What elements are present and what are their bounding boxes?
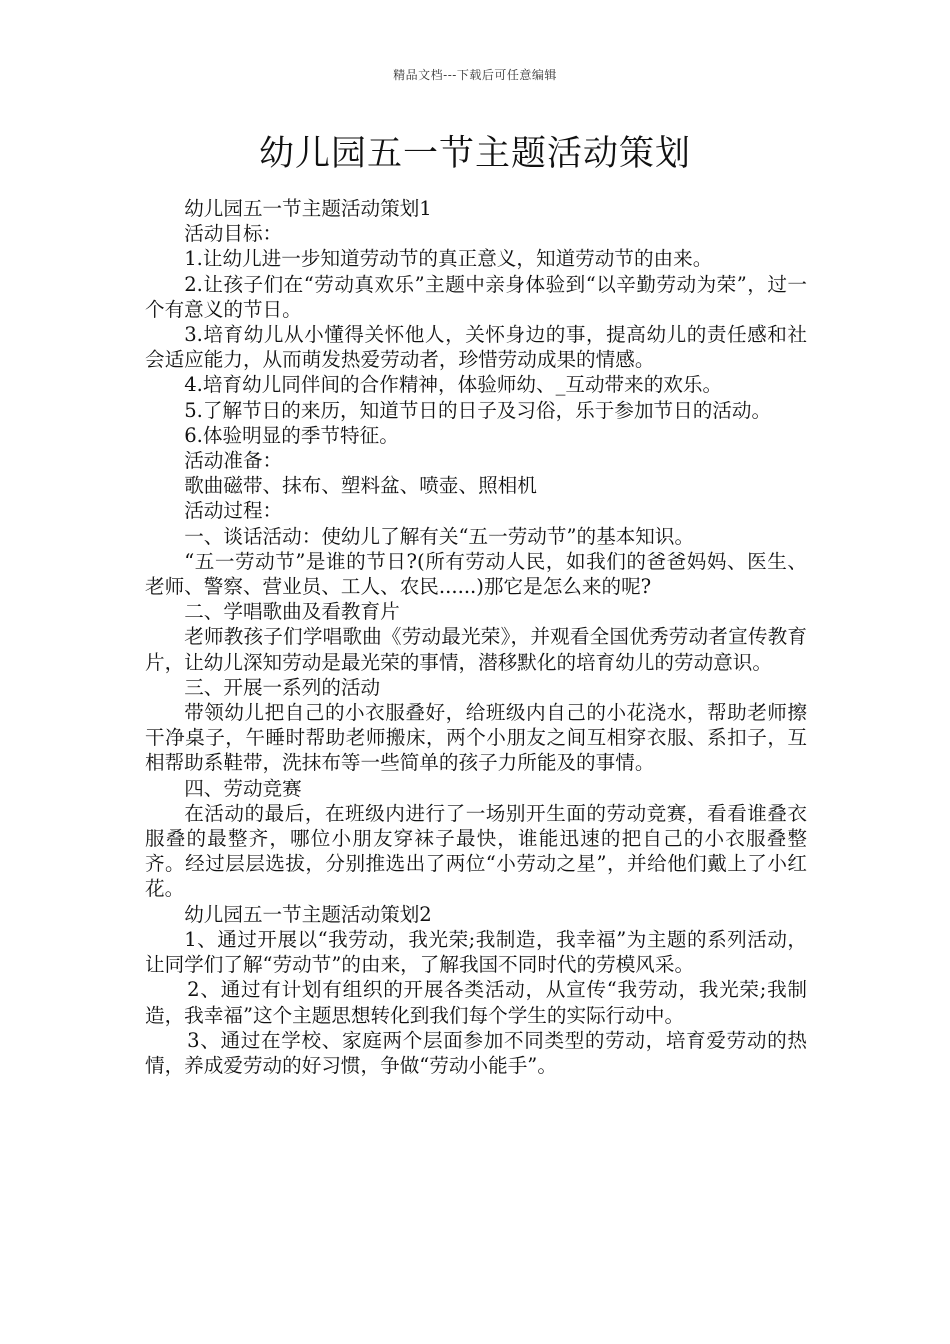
paragraph: 5.了解节日的来历，知道节日的日子及习俗，乐于参加节日的活动。: [184, 398, 772, 422]
section-heading: 幼儿园五一节主题活动策划2: [184, 902, 432, 926]
paragraph: 四、劳动竞赛: [184, 776, 302, 800]
paragraph: “五一劳动节”是谁的节日?(所有劳动人民，如我们的爸爸妈妈、医生、老师、警察、营业员、工人、农民......)那它是怎么来的呢?: [145, 549, 807, 599]
paragraph: 1、通过开展以“我劳动，我光荣;我制造，我幸福”为主题的系列活动，让同学们了解“劳动节”的由来，了解我国不同时代的劳模风采。: [145, 927, 807, 977]
paragraph: 在活动的最后，在班级内进行了一场别开生面的劳动竞赛，看看谁叠衣服叠的最整齐，哪位小朋友穿袜子最快，谁能迅速的把自己的小衣服叠整齐。经过层层选拔，分别推选出了两位“小劳动之星”，并给他们戴上了小红花。: [145, 801, 807, 901]
paragraph: 2.让孩子们在“劳动真欢乐”主题中亲身体验到“以辛勤劳动为荣”，过一个有意义的节日。: [145, 272, 807, 321]
paragraph: 3、通过在学校、家庭两个层面参加不同类型的劳动，培育爱劳动的热情，养成爱劳动的好习惯，争做“劳动小能手”。: [145, 1028, 807, 1077]
paragraph: 活动目标：: [184, 222, 283, 246]
paragraph: 3.培育幼儿从小懂得关怀他人，关怀身边的事，提高幼儿的责任感和社会适应能力，从而萌发热爱劳动者，珍惜劳动成果的情感。: [145, 323, 807, 372]
document-title: 幼儿园五一节主题活动策划: [258, 134, 691, 174]
paragraph: 二、学唱歌曲及看教育片: [184, 600, 400, 624]
paragraph: 一、谈话活动：使幼儿了解有关“五一劳动节”的基本知识。: [184, 524, 695, 548]
paragraph: 活动准备：: [184, 449, 283, 473]
paragraph: 老师教孩子们学唱歌曲《劳动最光荣》，并观看全国优秀劳动者宣传教育片，让幼儿深知劳动是最光荣的事情，潜移默化的培育幼儿的劳动意识。: [145, 625, 807, 674]
paragraph: 带领幼儿把自己的小衣服叠好，给班级内自己的小花浇水，帮助老师擦干净桌子，午睡时帮助老师搬床，两个小朋友之间互相穿衣服、系扣子，互相帮助系鞋带，洗抹布等一些简单的孩子力所能及的事情。: [145, 701, 807, 775]
page-header: 精品文档---下载后可任意编辑: [393, 68, 557, 82]
paragraph: 活动过程：: [184, 499, 283, 523]
paragraph: 6.体验明显的季节特征。: [184, 423, 399, 447]
paragraph: 2、通过有计划有组织的开展各类活动，从宣传“我劳动，我光荣;我制造，我幸福”这个主题思想转化到我们每个学生的实际行动中。: [145, 978, 807, 1027]
paragraph: 歌曲磁带、抹布、塑料盆、喷壶、照相机: [184, 474, 537, 498]
paragraph: 4.培育幼儿同伴间的合作精神，体验师幼、_互动带来的欢乐。: [184, 373, 723, 397]
section-heading: 幼儿园五一节主题活动策划1: [184, 197, 432, 220]
paragraph: 1.让幼儿进一步知道劳动节的真正意义，知道劳动节的由来。: [184, 247, 713, 271]
document-body: [145, 196, 807, 1078]
paragraph: 三、开展一系列的活动: [184, 675, 381, 699]
